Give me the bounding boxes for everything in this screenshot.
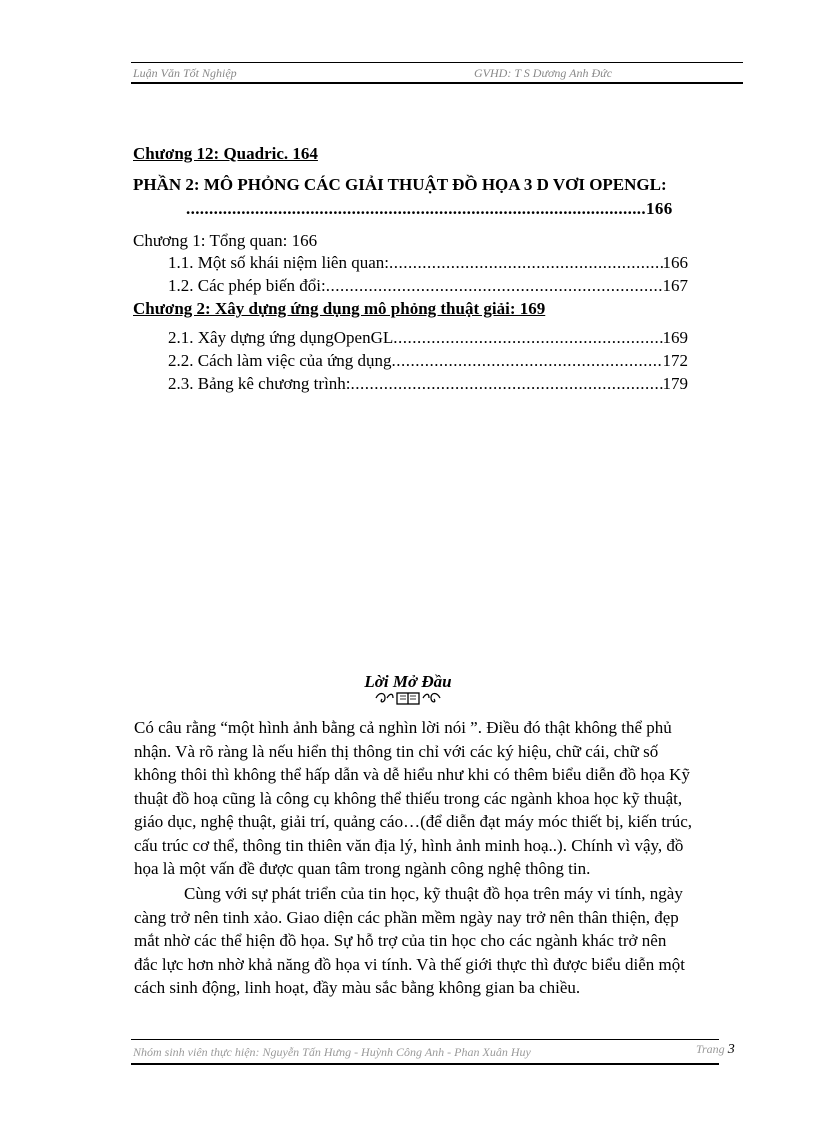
intro-title: Lời Mở Đầu	[364, 672, 452, 691]
header-rule-top	[131, 62, 743, 63]
toc-section-1-1-label: 1.1. Một số khái niệm liên quan:	[168, 253, 389, 272]
toc-section-2-3	[168, 374, 688, 394]
toc-section-2-2-page: 172	[662, 351, 688, 370]
toc-section-2-2-label: 2.2. Cách làm việc của ứng dụng	[168, 351, 392, 370]
toc-section-1-2	[168, 276, 688, 296]
toc-section-2-2	[168, 351, 688, 371]
intro-paragraph-1	[134, 716, 694, 881]
toc-section-1-1	[168, 253, 688, 273]
toc-section-2-3-label: 2.3. Bảng kê chương trình:	[168, 374, 351, 393]
footer-page	[696, 1042, 735, 1058]
footer-authors: Nhóm sinh viên thực hiện: Nguyễn Tấn Hưng - Huỳnh Công Anh - Phan Xuân Huy	[133, 1045, 531, 1059]
toc-part-2-dots: ....................................................................................................166	[186, 199, 673, 218]
toc-leader-dots	[392, 351, 663, 371]
header-thesis-label: Luận Văn Tốt Nghiệp	[133, 66, 237, 80]
toc-part-2-title: PHẦN 2: MÔ PHỎNG CÁC GIẢI THUẬT ĐỒ HỌA 3 D VƠI OPENGL:	[133, 175, 667, 194]
toc-section-2-3-page: 179	[662, 374, 688, 393]
footer-rule-top	[131, 1039, 719, 1040]
ornament-icon	[0, 690, 816, 711]
toc-section-2-1-label: 2.1. Xây dựng ứng dụngOpenGL	[168, 328, 394, 347]
toc-section-1-2-page: 167	[662, 276, 688, 295]
toc-chapter-2: Chương 2: Xây dựng ứng dụng mô phỏng thuật giải: 169	[133, 299, 546, 318]
toc-section-2-1	[168, 328, 688, 348]
toc-section-1-2-label: 1.2. Các phép biến đổi:	[168, 276, 326, 295]
ornament-book-icon	[373, 690, 443, 706]
intro-paragraph-2	[134, 882, 694, 1000]
toc-section-2-1-page: 169	[662, 328, 688, 347]
header-advisor-label: GVHD: T S Dương Anh Đức	[474, 66, 613, 80]
toc-leader-dots	[393, 328, 662, 348]
footer-page-number: 3	[727, 1042, 735, 1057]
footer-page-label: Trang	[696, 1042, 725, 1056]
toc-section-1-1-page: 166	[662, 253, 688, 272]
intro-paragraph-2-text: Cùng với sự phát triển của tin học, kỹ thuật đồ họa trên máy vi tính, ngày càng trở nên tinh xảo. Giao diện các phần mềm ngày nay trở nên thân thiện, đẹp mắt nhờ các thể hiện đồ họa. Sự hỗ trợ của tin học cho các ngành khác trở nên đắc lực hơn nhờ khả năng đồ họa vi tính. Và thế giới thực thì được biểu diễn một cách sinh động, linh hoạt, đầy màu sắc bằng không gian ba chiều.	[134, 884, 685, 997]
toc-leader-dots	[326, 276, 663, 296]
toc-leader-dots	[351, 374, 663, 394]
header-rule-bottom	[131, 82, 743, 84]
intro-paragraph-1-text: Có câu rằng “một hình ảnh bằng cả nghìn lời nói ”. Điều đó thật không thể phủ nhận. Và rõ ràng là nếu hiển thị thông tin chỉ với các ký hiệu, chữ cái, chữ số không thôi thì không thể hấp dẫn và dễ hiểu như khi có thêm biểu diễn đồ họa Kỹ thuật đồ hoạ cũng là công cụ không thể thiếu trong các ngành khoa học kỹ thuật, giáo dục, nghệ thuật, giải trí, quảng cáo…(để diễn đạt máy móc thiết bị, kiến trúc, cấu trúc cơ thể, thông tin thiên văn địa lý, hình ảnh minh hoạ..). Chính vì vậy, đồ họa là một vấn đề được quan tâm trong ngành công nghệ thông tin.	[134, 718, 693, 878]
toc-chapter-1: Chương 1: Tổng quan: 166	[133, 231, 318, 250]
toc-leader-dots	[389, 253, 663, 273]
toc-chapter-12: Chương 12: Quadric. 164	[133, 144, 318, 163]
footer-rule-bottom	[131, 1063, 719, 1065]
